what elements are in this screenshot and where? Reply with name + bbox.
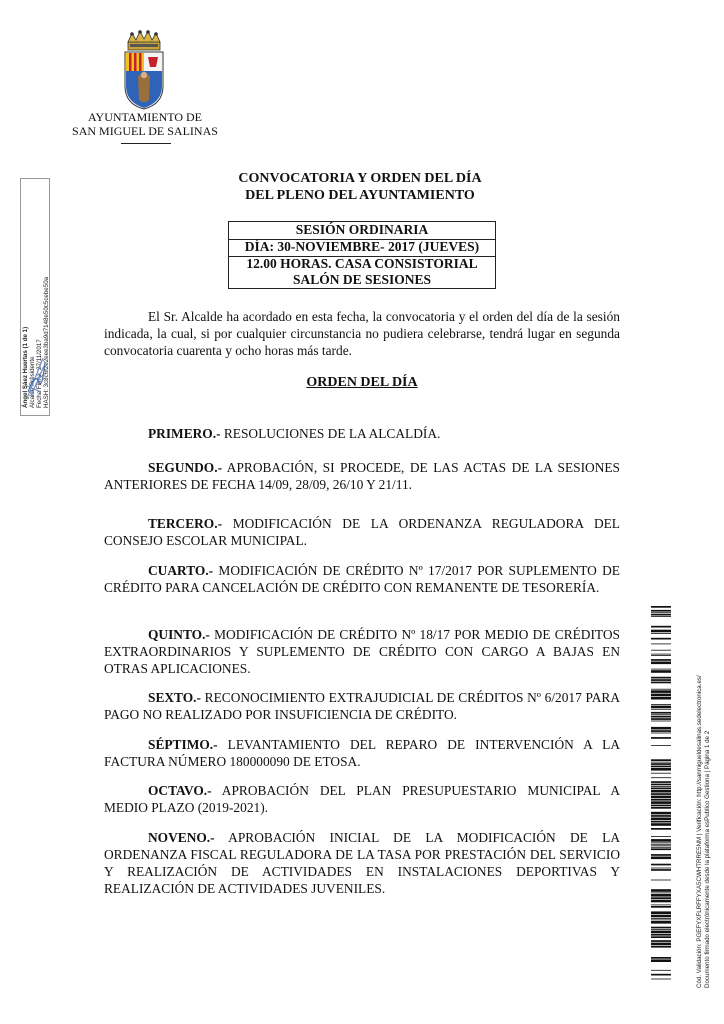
barcode-bar (651, 704, 671, 705)
barcode-bar (651, 662, 671, 665)
session-info-box (228, 221, 496, 289)
barcode-bar (651, 655, 671, 656)
barcode-bar (651, 682, 671, 684)
barcode-bar (651, 974, 671, 976)
session-place-line2: SALÓN DE SESIONES (292, 272, 432, 287)
agenda-item-label: OCTAVO.- (148, 783, 212, 798)
barcode-bar (651, 801, 671, 804)
session-place-line1: 12.00 HORAS. CASA CONSISTORIAL (246, 256, 478, 271)
agenda-item-label: CUARTO.- (148, 563, 214, 578)
barcode-bar (651, 854, 671, 856)
barcode-bar (651, 905, 671, 906)
barcode-bar (651, 848, 671, 850)
barcode-bar (651, 940, 671, 942)
header-divider (121, 143, 171, 144)
barcode-bar (651, 805, 671, 807)
barcode-bar (651, 610, 671, 612)
barcode-bar (651, 894, 671, 897)
barcode-bar (651, 812, 671, 815)
barcode-bar (651, 790, 671, 793)
barcode-bar (651, 943, 671, 946)
barcode-bar (651, 946, 671, 948)
agenda-item (104, 782, 620, 816)
barcode-bar (651, 677, 671, 679)
barcode-bar (651, 644, 671, 645)
barcode-bar (651, 638, 671, 640)
agenda-item-text: APROBACIÓN, SI PROCEDE, DE LAS ACTAS DE LA SESIONES ANTERIORES DE FECHA 14/09, 28/09, 26/10 Y 21/11. (104, 460, 620, 492)
agenda-item-label: SÉPTIMO.- (148, 737, 218, 752)
barcode-bar (651, 823, 671, 826)
barcode-bar (651, 694, 671, 697)
agenda-item-label: SEXTO.- (148, 690, 201, 705)
barcode-bar (651, 864, 671, 866)
institution-name-line2: SAN MIGUEL DE SALINAS (72, 124, 218, 138)
barcode-bar (651, 869, 671, 871)
barcode-bar (651, 709, 671, 710)
validation-code: Cód. Validación: PGEFYXFLRFFYXA5CWHTRRE5NM | Verificación: http://sanmigueldesalinas.sedelectronica.es/ (696, 675, 703, 988)
barcode-bar (651, 844, 671, 845)
agenda-item (104, 562, 620, 596)
barcode-bar (651, 828, 671, 830)
institution-name-line1: AYUNTAMIENTO DE (87, 110, 203, 124)
barcode-bar (651, 906, 671, 908)
coat-of-arms-logo (122, 30, 166, 110)
signer-role: Alcalde Presidente (29, 356, 36, 408)
validation-platform: Documento firmado electrónicamente desde la plataforma esPublico Gestiona | Página 1 de 2 (704, 730, 711, 988)
barcode-bar (651, 759, 671, 761)
barcode-bar (651, 737, 671, 739)
barcode-bar (651, 931, 671, 934)
intro-paragraph: El Sr. Alcalde ha acordado en esta fecha, la convocatoria y el orden del día de la sesión indicada, la cual, si por cualquier circunstancia no pudiera celebrarse, tendrá lugar en segunda convocatoria cuarenta y ocho horas más tarde. (104, 309, 620, 358)
barcode-bar (651, 915, 671, 918)
barcode-bar (651, 689, 671, 690)
agenda-item-label: TERCERO.- (148, 516, 223, 531)
barcode-bar (651, 777, 671, 778)
barcode-bar (651, 893, 671, 894)
barcode-bar (651, 697, 671, 700)
barcode-bar (651, 807, 671, 809)
barcode-bar (651, 606, 671, 608)
signature-stamp-icon (25, 352, 47, 400)
barcode-bar (651, 845, 671, 846)
barcode-bar (651, 781, 671, 783)
barcode-bar (651, 868, 671, 869)
barcode-bar (651, 959, 671, 962)
barcode-bar (651, 650, 671, 651)
agenda-item (104, 459, 620, 493)
barcode-bar (651, 979, 671, 980)
agenda-item-text: MODIFICACIÓN DE LA ORDENANZA REGULADORA DEL CONSEJO ESCOLAR MUNICIPAL. (104, 516, 620, 548)
barcode-bar (651, 733, 671, 734)
barcode-bar (651, 626, 671, 628)
barcode-bar (651, 936, 671, 938)
barcode-bar (651, 768, 671, 771)
agenda-item (104, 626, 620, 677)
agenda-item (104, 425, 620, 442)
document-title-line2: DEL PLENO DEL AYUNTAMIENTO (245, 188, 475, 203)
agenda-item-text: RESOLUCIONES DE LA ALCALDÍA. (220, 426, 441, 441)
agenda-item-text: MODIFICACIÓN DE CRÉDITO Nº 17/2017 POR SUPLEMENTO DE CRÉDITO PARA CANCELACIÓN DE CRÉDITO CON REMANENTE DE TESORERÍA. (104, 563, 620, 595)
barcode-bar (651, 889, 671, 892)
agenda-item (104, 829, 620, 897)
barcode-bar (651, 857, 671, 860)
agenda-item-label: QUINTO.- (148, 627, 210, 642)
barcode-bar (651, 654, 671, 655)
barcode-bar (651, 763, 671, 765)
barcode-bar (651, 927, 671, 929)
barcode-bar (651, 659, 671, 661)
agenda-item-text: APROBACIÓN INICIAL DE LA MODIFICACIÓN DE LA ORDENANZA FISCAL REGULADORA DE LA TASA POR PRESTACIÓN DEL SERVICIO Y REALIZACIÓN DE ACTIVIDADES EN INSTALACIONES DEPORTIVAS Y REALIZACIÓN DE ACTIVIDADES JUVENILES. (104, 830, 620, 896)
barcode-bar (651, 796, 671, 799)
barcode-bar (651, 929, 671, 930)
barcode-bar (651, 821, 671, 823)
barcode-bar (651, 799, 671, 801)
document-title-line1: CONVOCATORIA Y ORDEN DEL DÍA (238, 171, 482, 186)
agenda-heading: ORDEN DEL DÍA (306, 375, 418, 390)
barcode-bar (651, 727, 671, 730)
barcode-bar (651, 818, 671, 821)
barcode-bar (651, 690, 671, 693)
agenda-item (104, 736, 620, 770)
agenda-item-text: LEVANTAMIENTO DEL REPARO DE INTERVENCIÓN A LA FACTURA NÚMERO 180000090 DE ETOSA. (104, 737, 620, 769)
barcode-bar (651, 766, 671, 768)
barcode-bar (651, 880, 671, 881)
barcode-bar (651, 669, 671, 670)
barcode-icon (651, 606, 671, 986)
barcode-bar (651, 847, 671, 848)
agenda-item-text: RECONOCIMIENTO EXTRAJUDICIAL DE CRÉDITOS Nº 6/2017 PARA PAGO NO REALIZADO POR INSUFICIENCIA DE CRÉDITO. (104, 690, 620, 722)
signer-name: Ángel Sáez Huertas (1 de 1) (22, 326, 29, 408)
agenda-item-label: NOVENO.- (148, 830, 215, 845)
barcode-bar (651, 614, 671, 616)
barcode-bar (651, 745, 671, 746)
barcode-bar (651, 784, 671, 786)
barcode-bar (651, 957, 671, 959)
barcode-bar (651, 706, 671, 709)
barcode-bar (651, 712, 671, 714)
barcode-bar (651, 730, 671, 732)
barcode-bar (651, 970, 671, 971)
barcode-bar (651, 633, 671, 634)
barcode-bar (651, 762, 671, 763)
barcode-bar (651, 920, 671, 921)
barcode-bar (651, 839, 671, 842)
barcode-bar (651, 670, 671, 673)
barcode-bar (651, 714, 671, 715)
barcode-bar (651, 721, 671, 722)
barcode-bar (651, 921, 671, 924)
barcode-bar (651, 815, 671, 817)
signature-hash: HASH: 3c8c6f2e2eee3ba9d7148e50c5cebe50a (43, 276, 50, 408)
barcode-bar (651, 718, 671, 720)
barcode-bar (651, 630, 671, 633)
barcode-bar (651, 793, 671, 795)
barcode-bar (651, 716, 671, 718)
session-date: DÍA: 30-NOVIEMBRE- 2017 (JUEVES) (229, 239, 495, 257)
agenda-item-text: APROBACIÓN DEL PLAN PRESUPUESTARIO MUNICIPAL A MEDIO PLAZO (2019-2021). (104, 783, 620, 815)
barcode-bar (651, 788, 671, 790)
barcode-bar (651, 897, 671, 899)
barcode-bar (651, 911, 671, 914)
agenda-item-label: PRIMERO.- (148, 426, 221, 441)
barcode-bar (651, 679, 671, 681)
agenda-item (104, 515, 620, 549)
barcode-bar (651, 918, 671, 919)
barcode-bar (651, 836, 671, 837)
agenda-item (104, 689, 620, 723)
barcode-bar (651, 786, 671, 787)
barcode-bar (651, 842, 671, 843)
barcode-bar (651, 616, 671, 617)
session-type: SESIÓN ORDINARIA (229, 222, 495, 240)
barcode-bar (651, 934, 671, 936)
validation-block (696, 608, 712, 988)
barcode-bar (651, 900, 671, 903)
signature-date: Fecha Firma: 27/11/2017 (36, 339, 43, 408)
barcode-bar (651, 612, 671, 613)
agenda-item-text: MODIFICACIÓN DE CRÉDITO Nº 18/17 POR MEDIO DE CRÉDITOS EXTRAORDINARIOS Y SUPLEMENTO DE CRÉDITO CON CARGO A BAJAS EN OTRAS APLICACIONES. (104, 627, 620, 676)
agenda-item-label: SEGUNDO.- (148, 460, 223, 475)
barcode-bar (651, 773, 671, 774)
